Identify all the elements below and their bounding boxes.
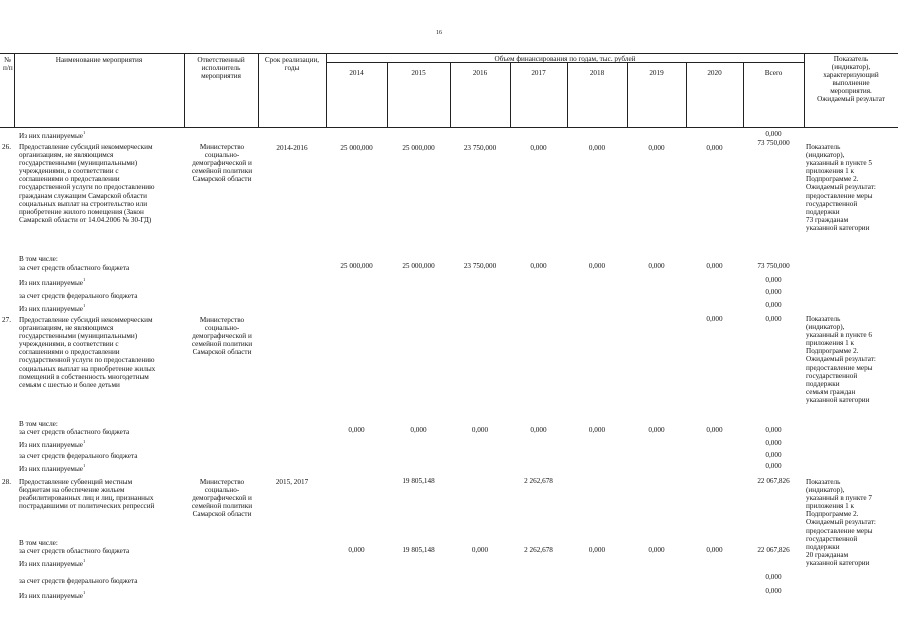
header-term: Срок реализации, годы <box>264 56 320 73</box>
row-number: 27. <box>2 316 11 324</box>
col-divider <box>14 53 15 127</box>
header-num-sub: п/п <box>3 64 13 72</box>
responsible-executor: Министерство социально- демографической и семейной политики Самарской области <box>191 316 253 357</box>
value-2017: 2 262,678 <box>524 546 553 554</box>
value-2014: 0,000 <box>348 546 365 554</box>
value-2017: 0,000 <box>530 144 547 152</box>
regional-budget-label: за счет средств областного бюджета <box>19 264 130 272</box>
implementation-term: 2015, 2017 <box>275 478 309 486</box>
planned-label: Из них планируемые$^1$ <box>19 277 86 287</box>
header-year: 2017 <box>531 69 546 77</box>
header-responsible: Ответственный исполнитель мероприятия <box>197 56 245 81</box>
activity-name: Предоставление субвенций местным бюджетам на обеспечение жильем реабилитированных лиц и лиц, признанных пострадавшими от политических репрессий <box>19 478 155 511</box>
total-cell: 0,000 <box>765 276 782 284</box>
value-2016: 0,000 <box>471 546 489 554</box>
responsible-executor: Министерство социально- демографической и семейной политики Самарской области <box>191 143 253 184</box>
implementation-term: 2014-2016 <box>276 144 308 152</box>
value-2020: 0,000 <box>706 144 723 152</box>
value-2014: 0,000 <box>348 426 365 434</box>
indicator-cell: Показатель (индикатор), указанный в пункте 5 приложения 1 к Подпрограмме 2. Ожидаемый результат: предоставление меры государственной поддержки 73 гражданам указанной категории <box>806 143 876 232</box>
header-indicator: Показатель (индикатор), характеризующий выполнение мероприятия. Ожидаемый результат <box>817 55 885 104</box>
page-number: 16 <box>436 30 442 36</box>
planned-label: Из них планируемые$^1$ <box>19 558 86 568</box>
total-cell: 22 067,826 <box>757 546 790 554</box>
total-cell: 22 067,826 <box>757 477 790 485</box>
total-cell: 0,000 <box>765 439 782 447</box>
value-2015: 19 805,148 <box>402 546 435 554</box>
value-2017: 2 262,678 <box>524 477 553 485</box>
total-cell: 0,000 <box>765 451 782 459</box>
header-year: 2016 <box>472 69 488 77</box>
header-financing: Объем финансирования по годам, тыс. рублей <box>494 55 636 63</box>
value-2019: 0,000 <box>648 144 665 152</box>
header-year: 2018 <box>589 69 605 77</box>
planned-label: Из них планируемые$^1$ <box>19 463 86 473</box>
value-2016: 0,000 <box>471 426 489 434</box>
including-label: В том числе: <box>19 255 58 263</box>
value-2019: 0,000 <box>648 426 665 434</box>
value-2019: 0,000 <box>648 546 665 554</box>
col-divider <box>326 53 327 127</box>
value-2020: 0,000 <box>706 426 723 434</box>
federal-budget-label: за счет средств федерального бюджета <box>19 577 138 585</box>
value-2020: 0,000 <box>706 262 723 270</box>
value-2015: 19 805,148 <box>402 477 435 485</box>
planned-label: Из них планируемые$^1$ <box>19 439 86 449</box>
total-cell: 0,000 <box>765 462 782 470</box>
indicator-cell: Показатель (индикатор), указанный в пункте 7 приложения 1 к Подпрограмме 2. Ожидаемый результат: предоставление меры государственной поддержки 20 гражданам указанной категории <box>806 478 876 567</box>
header-name: Наименование мероприятия <box>55 56 143 64</box>
total-cell: 0,000 <box>765 573 782 581</box>
value-2015: 25 000,000 <box>402 262 435 270</box>
value-2016: 23 750,000 <box>463 262 497 270</box>
header-year: 2019 <box>649 69 664 77</box>
header-num: № <box>4 56 11 64</box>
federal-budget-label: за счет средств федерального бюджета <box>19 452 138 460</box>
planned-label: Из них планируемые$^1$ <box>19 303 86 313</box>
value-2014: 25 000,000 <box>340 262 373 270</box>
including-label: В том числе: <box>19 420 58 428</box>
value-2018: 0,000 <box>588 426 606 434</box>
value-2017: 0,000 <box>530 426 547 434</box>
planned-label: Из них планируемые$^1$ <box>19 590 86 600</box>
total-cell: 0,000 <box>765 426 782 434</box>
indicator-cell: Показатель (индикатор), указанный в пункте 6 приложения 1 к Подпрограмме 2. Ожидаемый результат: предоставление меры государственной поддержки семьям граждан указанной категории <box>806 315 876 404</box>
value-2017: 0,000 <box>530 262 547 270</box>
value-2020: 0,000 <box>706 546 723 554</box>
header-year: 2020 <box>707 69 722 77</box>
value-2015: 0,000 <box>410 426 427 434</box>
activity-name: Предоставление субсидий некоммерческим организациям, не являющимся государственными (муниципальными) учреждениями, в соответствии с соглашениями о предоставлении государственной услуги по предоставлению социальных выплат на приобретение жилых помещений в собственность многодетным семьям с шестью и более детьми <box>19 316 156 389</box>
header-total: Всего <box>764 69 783 77</box>
value-2018: 0,000 <box>588 262 606 270</box>
value-2018: 0,000 <box>588 144 606 152</box>
including-label: В том числе: <box>19 539 58 547</box>
responsible-executor: Министерство социально- демографической и семейной политики Самарской области <box>191 478 253 519</box>
header-year: 2014 <box>349 69 364 77</box>
value-2018: 0,000 <box>588 546 606 554</box>
regional-budget-label: за счет средств областного бюджета <box>19 428 130 436</box>
federal-budget-label: за счет средств федерального бюджета <box>19 292 138 300</box>
planned-label: Из них планируемые$^1$ <box>19 130 86 140</box>
total-cell: 0,000 <box>765 288 782 296</box>
table-header-bottom-border <box>0 127 898 128</box>
activity-name: Предоставление субсидий некоммерческим организациям, не являющимся государственными (муниципальными) учреждениями, в соответствии с соглашениями о предоставлении государственной услуги по предоставлению гражданам служащим Самарской области социальных выплат на строительство или приобретение жилого помещения (Закон Самарской области от 14.04.2006 № 30-ГД) <box>19 143 155 224</box>
total-cell: 0,000 <box>765 130 782 138</box>
total-cell: 0,000 <box>765 301 782 309</box>
total-cell: 73 750,000 <box>757 139 790 147</box>
header-year: 2015 <box>411 69 426 77</box>
total-cell: 0,000 <box>765 587 782 595</box>
table-top-border <box>0 53 898 54</box>
value-2016: 23 750,000 <box>463 144 497 152</box>
value-2015: 25 000,000 <box>402 144 435 152</box>
value-2014: 25 000,000 <box>340 144 373 152</box>
row-number: 26. <box>2 143 11 151</box>
total-cell: 73 750,000 <box>757 262 790 270</box>
regional-budget-label: за счет средств областного бюджета <box>19 547 130 555</box>
value-2019: 0,000 <box>648 262 665 270</box>
total-cell: 0,000 <box>765 315 782 323</box>
row-number: 28. <box>2 478 11 486</box>
value-2020: 0,000 <box>706 315 723 323</box>
